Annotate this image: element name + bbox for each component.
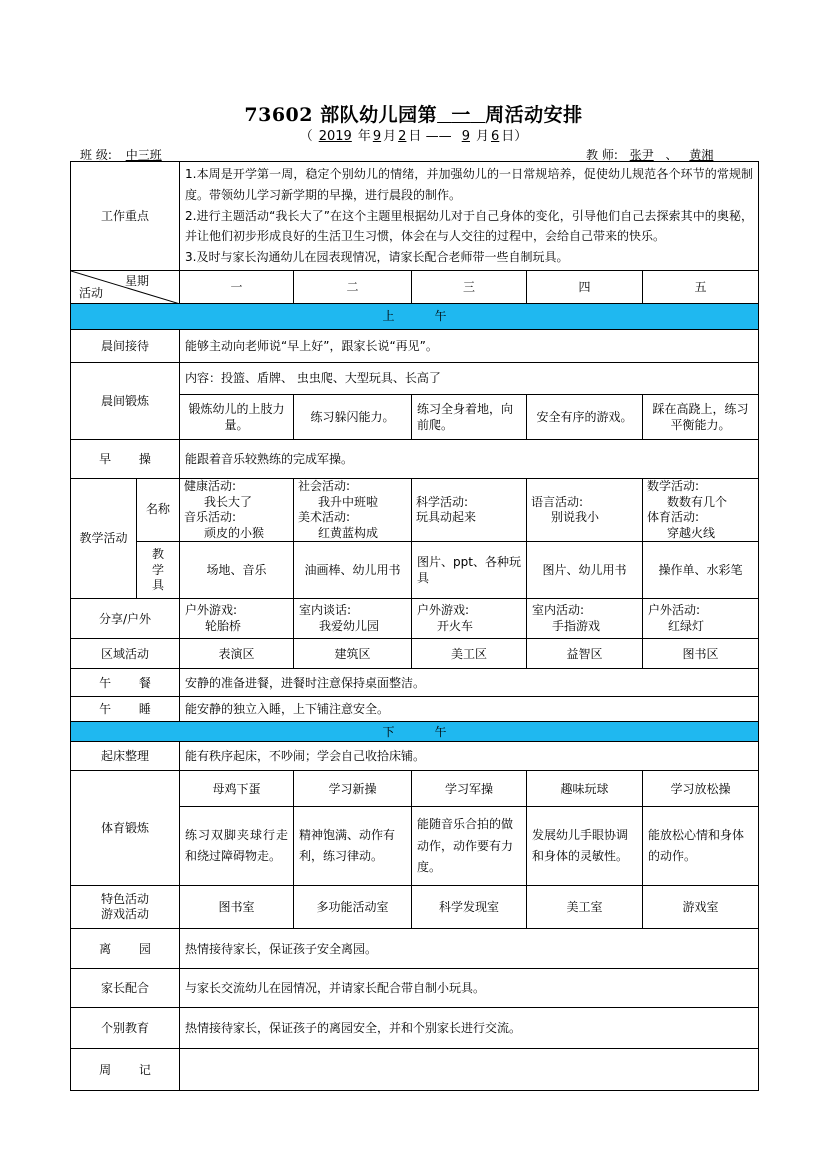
month-start: 9 xyxy=(372,129,382,144)
year: 2019 xyxy=(318,129,352,144)
sharing-label: 分享/户外 xyxy=(71,599,180,639)
date-dash: —— xyxy=(425,129,452,144)
pe-names-row xyxy=(71,771,759,807)
class-label: 班 级: xyxy=(80,148,112,162)
individual-label: 个别教育 xyxy=(71,1008,180,1049)
pe-name-2: 学习新操 xyxy=(294,771,412,807)
focus-content xyxy=(180,162,759,271)
drill-label: 早 操 xyxy=(71,440,180,479)
sharing-3: 户外游戏: 开火车 xyxy=(412,599,527,639)
teaching-tool-3: 图片、ppt、各种玩具 xyxy=(412,542,527,599)
focus-label: 工作重点 xyxy=(71,162,180,271)
weekday-4: 四 xyxy=(527,271,643,304)
pe-goal-4: 发展幼儿手眼协调和身体的灵敏性。 xyxy=(527,807,643,886)
leave-label: 离 园 xyxy=(71,929,180,969)
pe-goal-5: 能放松心情和身体的动作。 xyxy=(643,807,759,886)
afternoon-header: 下午 xyxy=(71,722,759,742)
focus-row xyxy=(71,162,759,271)
wakeup-text: 能有秩序起床，不吵闹；学会自己收拾床铺。 xyxy=(180,742,759,771)
drill-text: 能跟着音乐较熟练的完成军操。 xyxy=(180,440,759,479)
area-1: 表演区 xyxy=(180,639,294,669)
day-end: 6 xyxy=(491,129,500,144)
focus-item-2: 2.进行主题活动“我长大了”在这个主题里根据幼儿对于自己身体的变化，引导他们自己去探索其中的奥秘，并让他们初步形成良好的生活卫生习惯，体会在与人交往的过程中，会给自己带来的快乐。 xyxy=(185,208,754,244)
area-label: 区域活动 xyxy=(71,639,180,669)
weekly-note-text xyxy=(180,1049,759,1091)
sharing-5: 户外活动: 红绿灯 xyxy=(643,599,759,639)
exercise-content-row xyxy=(71,363,759,395)
pe-goal-1: 练习双脚夹球行走和绕过障碍物走。 xyxy=(180,807,294,886)
area-row xyxy=(71,639,759,669)
teacher-2: 黄湘 xyxy=(689,148,714,162)
sharing-2: 室内谈话: 我爱幼儿园 xyxy=(294,599,412,639)
focus-item-3: 3.及时与家长沟通幼儿在园表现情况，请家长配合老师带一些自制玩具。 xyxy=(185,249,569,264)
lunch-label: 午 餐 xyxy=(71,669,180,697)
special-2: 多功能活动室 xyxy=(294,886,412,929)
lunch-row xyxy=(71,669,759,697)
area-5: 图书区 xyxy=(643,639,759,669)
pe-name-1: 母鸡下蛋 xyxy=(180,771,294,807)
class-value: 中三班 xyxy=(125,148,162,162)
morning-header: 上午 xyxy=(71,304,759,330)
wakeup-row xyxy=(71,742,759,771)
exercise-content: 内容：投篮、盾牌、 虫虫爬、大型玩具、长高了 xyxy=(180,363,759,395)
reception-row xyxy=(71,330,759,363)
pe-name-4: 趣味玩球 xyxy=(527,771,643,807)
weekday-2: 二 xyxy=(294,271,412,304)
nap-row xyxy=(71,697,759,722)
teacher-label: 教 师: xyxy=(586,148,618,162)
corner-bottom-label: 活动 xyxy=(79,286,104,301)
date-range: （ 2019 年 9 月 2 日 —— 9 月 6 日） xyxy=(299,129,528,144)
teaching-names-row xyxy=(71,479,759,542)
teaching-tools-label: 教学具 xyxy=(137,542,180,599)
sharing-row xyxy=(71,599,759,639)
morning-header-row xyxy=(71,304,759,330)
parents-label: 家长配合 xyxy=(71,969,180,1008)
teaching-tools-row xyxy=(71,542,759,599)
weekly-note-row xyxy=(71,1049,759,1091)
corner-top-label: 星期 xyxy=(125,274,150,288)
special-label xyxy=(71,886,180,929)
teaching-tool-5: 操作单、水彩笔 xyxy=(643,542,759,599)
day-start: 2 xyxy=(398,129,407,144)
area-4: 益智区 xyxy=(527,639,643,669)
sharing-4: 室内活动: 手指游戏 xyxy=(527,599,643,639)
drill-row xyxy=(71,440,759,479)
exercise-goal-3: 练习全身着地，向前爬。 xyxy=(412,395,527,440)
weekday-3: 三 xyxy=(412,271,527,304)
lunch-text: 安静的准备进餐，进餐时注意保持桌面整洁。 xyxy=(180,669,759,697)
exercise-goal-2: 练习躲闪能力。 xyxy=(294,395,412,440)
teaching-tool-4: 图片、幼儿用书 xyxy=(527,542,643,599)
exercise-goal-5: 踩在高跷上，练习平衡能力。 xyxy=(643,395,759,440)
teaching-tool-2: 油画棒、幼儿用书 xyxy=(294,542,412,599)
weekly-note-label: 周 记 xyxy=(71,1049,180,1091)
leave-text: 热情接待家长，保证孩子安全离园。 xyxy=(180,929,759,969)
weekday-row xyxy=(71,271,759,304)
weekday-1: 一 xyxy=(180,271,294,304)
title-prefix: 73602 部队幼儿园第 xyxy=(244,104,438,126)
month-end: 9 xyxy=(461,129,470,144)
teacher-1: 张尹 xyxy=(629,148,654,162)
area-3: 美工区 xyxy=(412,639,527,669)
special-label-2: 游戏活动 xyxy=(101,907,150,922)
exercise-goal-1: 锻炼幼儿的上肢力量。 xyxy=(180,395,294,440)
teaching-label: 教学活动 xyxy=(71,479,137,599)
weekday-5: 五 xyxy=(643,271,759,304)
reception-label: 晨间接待 xyxy=(71,330,180,363)
teaching-name-5: 数学活动: 数数有几个 体育活动: 穿越火线 xyxy=(643,479,759,542)
schedule-table xyxy=(70,161,759,1091)
special-4: 美工室 xyxy=(527,886,643,929)
special-3: 科学发现室 xyxy=(412,886,527,929)
reception-text: 能够主动向老师说“早上好”，跟家长说“再见”。 xyxy=(180,330,759,363)
weekday-corner xyxy=(71,271,180,304)
individual-text: 热情接待家长，保证孩子的离园安全，并和个别家长进行交流。 xyxy=(180,1008,759,1049)
teaching-name-4: 语言活动: 别说我小 xyxy=(527,479,643,542)
special-5: 游戏室 xyxy=(643,886,759,929)
special-1: 图书室 xyxy=(180,886,294,929)
teaching-name-1: 健康活动: 我长大了 音乐活动: 顽皮的小猴 xyxy=(180,479,294,542)
parents-text: 与家长交流幼儿在园情况，并请家长配合带自制小玩具。 xyxy=(180,969,759,1008)
teaching-name-label: 名称 xyxy=(137,479,180,542)
title-suffix: 周活动安排 xyxy=(485,104,583,126)
nap-text: 能安静的独立入睡，上下铺注意安全。 xyxy=(180,697,759,722)
special-label-1: 特色活动 xyxy=(101,891,150,906)
leave-row xyxy=(71,929,759,969)
pe-goal-2: 精神饱满、动作有利，练习律动。 xyxy=(294,807,412,886)
parents-row xyxy=(71,969,759,1008)
pe-goal-3: 能随音乐合拍的做动作，动作要有力度。 xyxy=(412,807,527,886)
pe-name-3: 学习军操 xyxy=(412,771,527,807)
exercise-goal-4: 安全有序的游戏。 xyxy=(527,395,643,440)
pe-name-5: 学习放松操 xyxy=(643,771,759,807)
afternoon-header-row xyxy=(71,722,759,742)
week-number: 一 xyxy=(451,104,471,126)
wakeup-label: 起床整理 xyxy=(71,742,180,771)
pe-label: 体育锻炼 xyxy=(71,771,180,886)
teaching-name-2: 社会活动: 我升中班啦 美术活动: 红黄蓝构成 xyxy=(294,479,412,542)
sharing-1: 户外游戏: 轮胎桥 xyxy=(180,599,294,639)
special-row xyxy=(71,886,759,929)
area-2: 建筑区 xyxy=(294,639,412,669)
individual-row xyxy=(71,1008,759,1049)
teaching-tool-1: 场地、音乐 xyxy=(180,542,294,599)
exercise-label: 晨间锻炼 xyxy=(71,363,180,440)
focus-item-1: 1.本周是开学第一周，稳定个别幼儿的情绪，并加强幼儿的一日常规培养，促使幼儿规范各个环节的常规制度。带领幼儿学习新学期的早操，进行晨段的制作。 xyxy=(185,167,754,203)
page-title xyxy=(0,100,827,127)
teacher-info: 教 师: 张尹 、 黄湘 xyxy=(586,146,721,163)
nap-label: 午 睡 xyxy=(71,697,180,722)
teaching-name-3: 科学活动: 玩具动起来 xyxy=(412,479,527,542)
